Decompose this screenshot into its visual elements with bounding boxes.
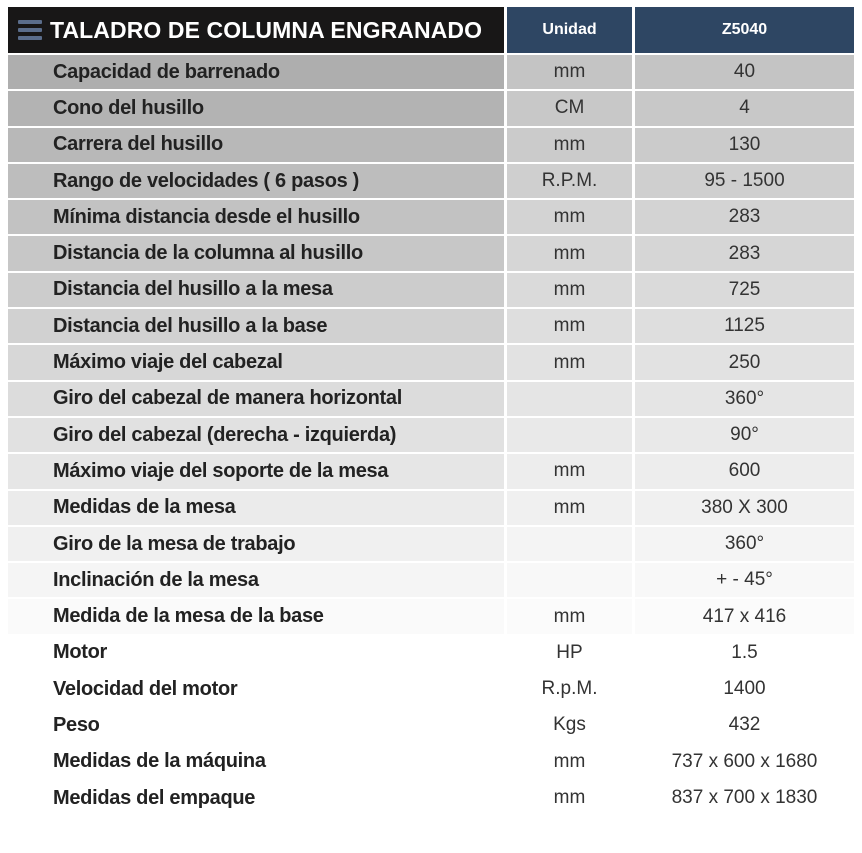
spec-label: Carrera del husillo [8,128,504,162]
spec-label: Mínima distancia desde el husillo [8,200,504,234]
table-row [8,708,854,742]
table-row [8,273,854,307]
spec-value: 360° [635,527,854,561]
spec-label: Distancia del husillo a la mesa [8,273,504,307]
spec-value: 1.5 [635,636,854,670]
spec-value: 725 [635,273,854,307]
table-row [8,527,854,561]
table-row [8,309,854,343]
spec-label: Medidas de la mesa [8,491,504,525]
table-row [8,745,854,779]
model-column-header: Z5040 [635,7,854,53]
spec-value: 4 [635,91,854,125]
spec-label: Giro de la mesa de trabajo [8,527,504,561]
spec-value: 837 x 700 x 1830 [635,781,854,815]
spec-unit [507,527,632,561]
table-row [8,672,854,706]
spec-unit: mm [507,599,632,633]
spec-value: 250 [635,345,854,379]
table-row [8,781,854,815]
spec-unit [507,382,632,416]
spec-label: Motor [8,636,504,670]
spec-unit: mm [507,309,632,343]
table-row [8,236,854,270]
spec-label: Giro del cabezal de manera horizontal [8,382,504,416]
spec-value: 130 [635,128,854,162]
spec-label: Máximo viaje del cabezal [8,345,504,379]
spec-unit: CM [507,91,632,125]
spec-label: Medidas de la máquina [8,745,504,779]
spec-value: 432 [635,708,854,742]
spec-value: 360° [635,382,854,416]
table-row [8,418,854,452]
spec-label: Medidas del empaque [8,781,504,815]
spec-label: Distancia de la columna al husillo [8,236,504,270]
spec-label: Capacidad de barrenado [8,55,504,89]
table-title-cell [8,7,504,53]
spec-unit: R.P.M. [507,164,632,198]
table-row [8,55,854,89]
spec-value: 600 [635,454,854,488]
spec-label: Distancia del husillo a la base [8,309,504,343]
spec-label: Inclinación de la mesa [8,563,504,597]
spec-unit: mm [507,781,632,815]
spec-value: 40 [635,55,854,89]
spec-label: Medida de la mesa de la base [8,599,504,633]
spec-unit: R.p.M. [507,672,632,706]
table-row [8,599,854,633]
menu-icon [18,20,42,40]
table-row [8,345,854,379]
table-row [8,454,854,488]
spec-value: 90° [635,418,854,452]
unit-column-header: Unidad [507,7,632,53]
table-header [8,7,854,53]
table-row [8,164,854,198]
spec-value: 283 [635,236,854,270]
spec-unit: HP [507,636,632,670]
spec-unit [507,418,632,452]
table-body [8,55,854,815]
spec-unit: mm [507,454,632,488]
table-row [8,491,854,525]
spec-label: Peso [8,708,504,742]
spec-unit: mm [507,236,632,270]
spec-value: + - 45° [635,563,854,597]
table-row [8,91,854,125]
spec-value: 380 X 300 [635,491,854,525]
spec-value: 1400 [635,672,854,706]
table-title: TALADRO DE COLUMNA ENGRANADO [50,16,483,43]
spec-value: 737 x 600 x 1680 [635,745,854,779]
spec-value: 283 [635,200,854,234]
spec-unit: mm [507,55,632,89]
spec-unit: mm [507,273,632,307]
spec-label: Giro del cabezal (derecha - izquierda) [8,418,504,452]
spec-unit: mm [507,491,632,525]
spec-unit: Kgs [507,708,632,742]
spec-unit: mm [507,345,632,379]
spec-label: Cono del husillo [8,91,504,125]
spec-label: Máximo viaje del soporte de la mesa [8,454,504,488]
table-row [8,382,854,416]
spec-label: Velocidad del motor [8,672,504,706]
table-row [8,200,854,234]
spec-label: Rango de velocidades ( 6 pasos ) [8,164,504,198]
table-row [8,128,854,162]
spec-unit: mm [507,128,632,162]
spec-value: 95 - 1500 [635,164,854,198]
spec-unit [507,563,632,597]
table-row [8,563,854,597]
spec-unit: mm [507,745,632,779]
table-row [8,636,854,670]
spec-value: 417 x 416 [635,599,854,633]
spec-unit: mm [507,200,632,234]
spec-table [8,7,854,817]
spec-value: 1125 [635,309,854,343]
